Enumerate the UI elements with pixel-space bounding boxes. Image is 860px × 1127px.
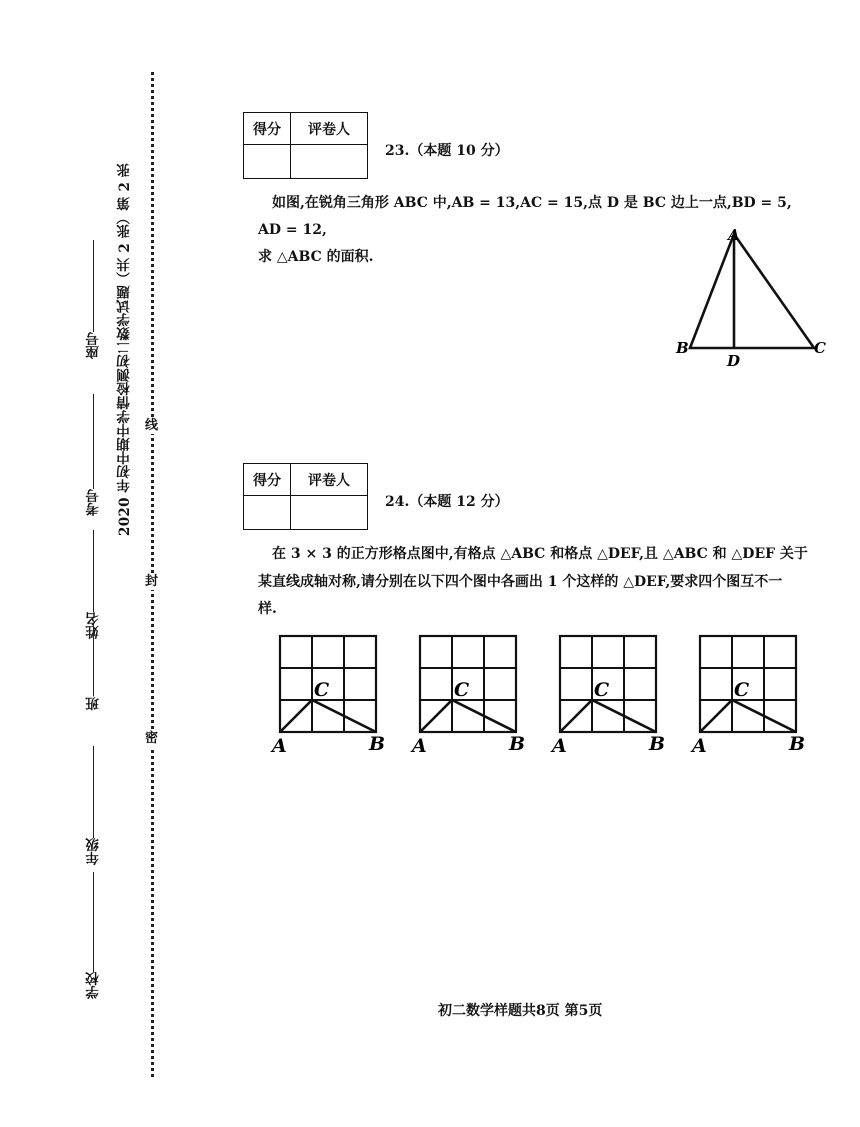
label-b: B — [649, 733, 666, 755]
label-a: A — [728, 226, 740, 244]
seal-char-xian: 线 — [145, 418, 159, 433]
label-b: B — [369, 733, 386, 755]
label-b: B — [676, 339, 689, 357]
label-a: A — [272, 735, 287, 757]
q23-score-table — [243, 112, 368, 179]
label-c: C — [594, 679, 610, 701]
triangle-abc — [690, 234, 814, 348]
field-label: 年级 — [86, 838, 102, 865]
field-label: 考号 — [86, 489, 102, 516]
field-exam-number — [84, 394, 104, 516]
label-a: A — [412, 735, 427, 757]
label-d: D — [727, 352, 741, 370]
grid-figure-4[interactable] — [690, 632, 810, 757]
q24-line-2: 某直线成轴对称,请分别在以下四个图中各画出 1 个这样的 △DEF,要求四个图互不一 — [258, 574, 783, 590]
label-a: A — [692, 735, 707, 757]
triangle-abc — [420, 700, 516, 732]
field-school — [84, 872, 104, 999]
field-label: 班 — [86, 697, 102, 711]
field-blank — [94, 746, 95, 838]
label-b: B — [789, 733, 806, 755]
score-cell[interactable] — [244, 145, 291, 179]
label-b: B — [509, 733, 526, 755]
field-grade — [84, 746, 104, 865]
field-class — [84, 625, 104, 711]
field-blank — [94, 530, 95, 612]
grader-header: 评卷人 — [291, 113, 368, 145]
label-c: C — [454, 679, 470, 701]
label-c: C — [734, 679, 750, 701]
grader-cell[interactable] — [291, 496, 368, 530]
q23-heading: 23.（本题 10 分） — [385, 143, 509, 159]
score-cell[interactable] — [244, 496, 291, 530]
q23-triangle-figure — [670, 220, 840, 370]
label-c: C — [314, 679, 330, 701]
seal-char-feng: 封 — [145, 574, 159, 589]
field-label: 座号 — [86, 332, 102, 359]
triangle-abc — [560, 700, 656, 732]
q24-line-3: 样. — [258, 601, 277, 617]
seal-char-mi: 密 — [145, 731, 159, 746]
grid-figure-2[interactable] — [410, 632, 530, 757]
field-blank — [94, 625, 95, 697]
label-c: C — [814, 339, 826, 357]
q23-line-1: 如图,在锐角三角形 ABC 中,AB = 13,AC = 15,点 D 是 BC 边上一点,BD = 5, — [272, 195, 792, 211]
page-footer: 初二数学样题共8页 第5页 — [438, 1003, 603, 1019]
field-label: 姓名 — [86, 612, 102, 639]
field-blank — [94, 872, 95, 972]
field-blank — [94, 394, 95, 489]
grader-header: 评卷人 — [291, 464, 368, 496]
exam-title: 2020 年初中期中学情检测初二数学试题（共 2 张）第 2 张 — [117, 163, 133, 537]
grid-figure-1[interactable] — [270, 632, 390, 757]
label-a: A — [552, 735, 567, 757]
q24-line-1: 在 3 × 3 的正方形格点图中,有格点 △ABC 和格点 △DEF,且 △ABC 和 △DEF 关于 — [272, 546, 808, 562]
grader-cell[interactable] — [291, 145, 368, 179]
q23-line-3: 求 △ABC 的面积. — [258, 249, 374, 265]
field-blank — [94, 240, 95, 332]
q24-heading: 24.（本题 12 分） — [385, 494, 509, 510]
triangle-abc — [700, 700, 796, 732]
score-header: 得分 — [244, 464, 291, 496]
q24-score-table — [243, 463, 368, 530]
triangle-abc — [280, 700, 376, 732]
score-header: 得分 — [244, 113, 291, 145]
field-name — [84, 530, 104, 639]
q23-line-2: AD = 12, — [258, 222, 327, 238]
grid-figure-3[interactable] — [550, 632, 670, 757]
field-label: 学校 — [86, 972, 102, 999]
field-seat-number — [84, 240, 104, 359]
